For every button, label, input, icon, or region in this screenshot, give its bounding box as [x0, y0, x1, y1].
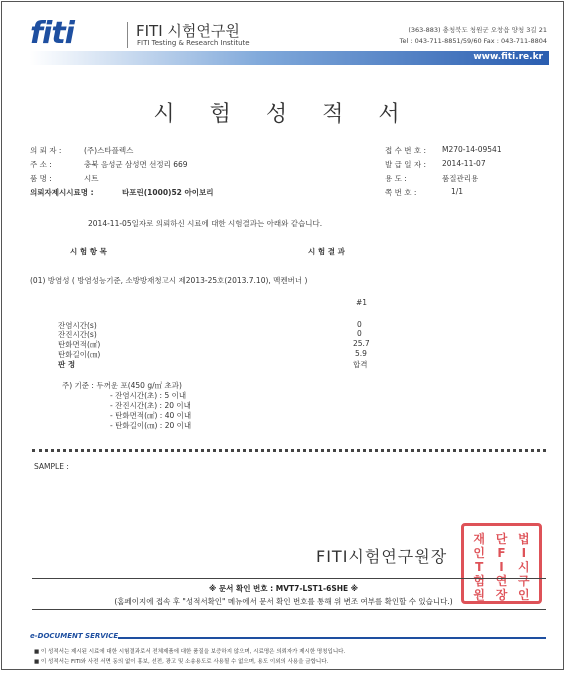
column-test-item: 시 험 항 목	[70, 247, 107, 256]
e-document-service-label: e-DOCUMENT SERVICE	[30, 632, 119, 640]
result-row-label: 잔염시간(s)	[58, 321, 97, 330]
document-confirm-number: ※ 문서 확인 번호 : MVT7-LST1-6SHE ※	[208, 584, 359, 593]
result-row-label: 탄화면적(㎠)	[58, 340, 101, 349]
issue-date: 2014-11-07	[442, 159, 486, 168]
criteria-line: - 잔염시간(초) : 5 이내	[110, 391, 187, 400]
result-row-value: 0	[357, 320, 362, 329]
seal-char: 구	[518, 574, 530, 588]
seal-char: 재	[473, 532, 485, 546]
address-label: 주 소 :	[30, 160, 52, 169]
seal-char: I	[499, 560, 504, 574]
document-confirm-note: (홈페이지에 접속 후 "성적서확인" 메뉴에서 문서 확인 번호를 통해 위 변조 여부를 확인할 수 있습니다.)	[114, 597, 453, 606]
page-number-label: 쪽 번 호 :	[385, 188, 417, 197]
seal-char: F	[497, 546, 506, 560]
document-title: 시 험 성 적 서	[153, 102, 414, 127]
seal-char: 인	[518, 588, 530, 602]
seal-char: I	[521, 546, 527, 560]
seal-char: 시	[518, 560, 530, 574]
column-test-result: 시 험 결 과	[308, 247, 345, 256]
criteria-line: - 잔진시간(초) : 20 이내	[110, 401, 191, 410]
footer-rule	[118, 637, 546, 639]
result-row-label: 잔진시간(s)	[58, 330, 97, 339]
client-value: (주)스타플렉스	[84, 146, 134, 155]
seal-char: 인	[473, 546, 485, 560]
seal-char: 법	[518, 532, 530, 546]
purpose-value: 품질관리용	[442, 174, 479, 183]
purpose-label: 용 도 :	[385, 174, 407, 183]
website-link[interactable]: www.fiti.re.kr	[473, 52, 543, 62]
seal-char: T	[475, 560, 484, 574]
criteria-line: - 탄화길이(㎝) : 20 이내	[110, 421, 192, 430]
signer-name: FITI시험연구원장	[316, 547, 448, 566]
address-value: 충북 음성군 삼성면 선정리 669	[84, 160, 188, 169]
client-label: 의 뢰 자 :	[30, 146, 62, 155]
criteria-head: 주) 기준 : 두꺼운 포(450 g/㎡ 초과)	[62, 381, 182, 390]
item-label: 품 명 :	[30, 174, 52, 183]
org-address: (363-883) 충청북도 청원군 오창읍 양청 3길 21	[408, 26, 547, 34]
issue-date-label: 발 급 일 자 :	[385, 160, 427, 169]
org-phone: Tel : 043-711-8851/59/60 Fax : 043-711-8804	[399, 37, 547, 45]
verdict-value: 합격	[353, 360, 368, 369]
fiti-logo: fiti	[30, 16, 74, 51]
result-row-value: 0	[357, 329, 362, 338]
header-bar	[30, 51, 549, 65]
seal-char: 원	[473, 588, 485, 602]
item-value: 시트	[84, 174, 99, 183]
footer-notice: ■ 이 성적서는 제시된 시료에 대한 시험결과로서 전체제품에 대한 품질을 보증하지 않으며, 시료명은 의뢰자가 제시한 명칭입니다.	[34, 649, 346, 655]
logo-divider	[127, 22, 128, 48]
result-row-value: 25.7	[353, 339, 370, 348]
result-row-label: 탄화길이(㎝)	[58, 350, 101, 359]
org-english-name: FITI Testing & Research Institute	[137, 39, 250, 47]
receipt-number: M270-14-09541	[442, 145, 502, 154]
seal-char: 단	[495, 532, 508, 546]
verdict-label: 판 정	[58, 360, 76, 369]
footer-notice: ■ 이 성적서는 FITI와 사전 서면 동의 없이 홍보, 선전, 광고 및 소송용도로 사용될 수 없으며, 용도 이외의 사용을 금합니다.	[34, 659, 329, 665]
seal-char: 험	[473, 574, 485, 588]
page-number: 1/1	[451, 187, 464, 196]
intro-text: 2014-11-05일자로 의뢰하신 시료에 대한 시험결과는 아래와 같습니다.	[88, 219, 323, 228]
sample-name-value: 타포린(1000)52 아이보리	[122, 188, 214, 197]
seal-char: 장	[495, 588, 508, 602]
criteria-line: - 탄화면적(㎠) : 40 이내	[110, 411, 192, 420]
result-row-value: 5.9	[355, 349, 367, 358]
sample-label: SAMPLE :	[34, 462, 69, 471]
org-name: FITI 시험연구원	[136, 22, 240, 40]
dotted-divider	[32, 449, 546, 452]
sample-name-label: 의뢰자제시시료명 :	[30, 188, 94, 197]
seal-char: 연	[495, 574, 508, 588]
test-heading: (01) 방염성 ( 방염성능기준, 소방방재청고시 제2013-25호(2013.7.10), 멕켄버너 )	[30, 276, 308, 285]
sample-number: #1	[356, 298, 368, 307]
receipt-label: 접 수 번 호 :	[385, 146, 427, 155]
